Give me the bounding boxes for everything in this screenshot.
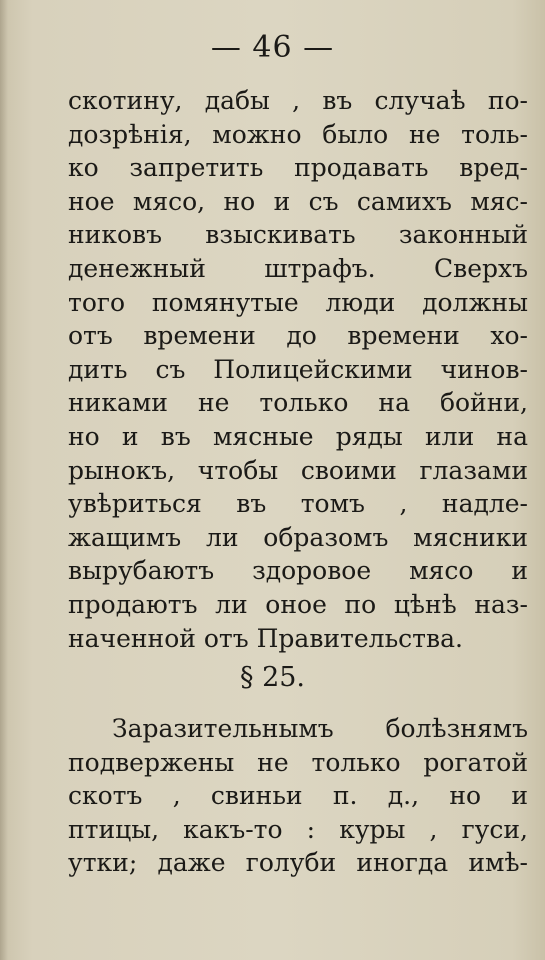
text-line: жащимъ ли образомъ мясники (68, 522, 528, 552)
text-line: дозрѣнія, можно было не толь- (68, 119, 528, 149)
text-line: продаютъ ли оное по цѣнѣ наз- (68, 589, 528, 619)
text-line: никами не только на бойни, (68, 388, 528, 418)
text-line: скотъ , свиньи п. д., но и (68, 781, 528, 811)
text-line: того помянутые люди должны (68, 287, 528, 317)
text-line: увѣриться въ томъ , надле- (68, 489, 528, 519)
text-line: утки; даже голуби иногда имѣ- (68, 848, 528, 878)
text-line: дить съ Полицейскими чинов- (68, 354, 528, 384)
page-number: — 46 — (210, 30, 335, 65)
text-line: денежный штрафъ. Сверхъ (68, 253, 528, 283)
text-line: вырубаютъ здоровое мясо и (68, 556, 528, 586)
section-heading: § 25. (239, 662, 306, 693)
text-line: подвержены не только рогатой (68, 747, 528, 777)
text-line: ко запретить продавать вред- (68, 153, 528, 183)
text-line: никовъ взыскивать законный (68, 220, 528, 250)
text-line: рынокъ, чтобы своими глазами (68, 455, 528, 485)
text-line: отъ времени до времени хо- (68, 321, 528, 351)
text-line: но и въ мясные ряды или на (68, 421, 528, 451)
text-line: наченной отъ Правительства. (68, 623, 463, 653)
page-edge-shadow (0, 0, 8, 960)
text-line: птицы, какъ-то : куры , гуси, (68, 814, 528, 844)
paragraph-1 (68, 84, 528, 655)
paragraph-2 (68, 712, 528, 880)
text-line: ное мясо, но и съ самихъ мяс- (68, 186, 528, 216)
text-line: скотину, дабы , въ случаѣ по- (68, 86, 528, 115)
text-line: Заразительнымъ болѣзнямъ (112, 714, 528, 743)
